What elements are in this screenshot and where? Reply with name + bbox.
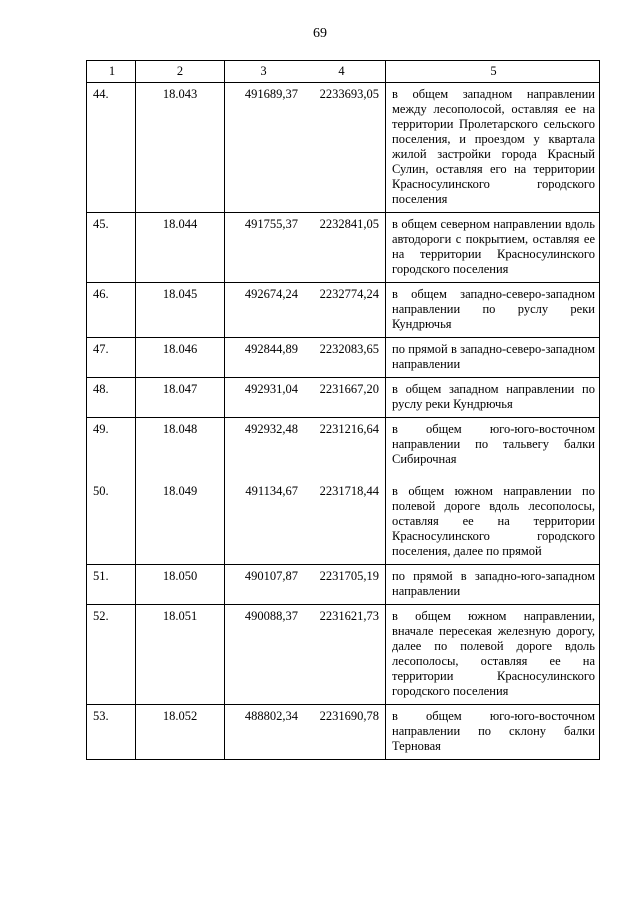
- header-col-5: 5: [386, 61, 600, 83]
- boundary-description: в общем южном направлении по полевой дороге вдоль лесополосы, оставляя ее на территории Красносулинского городского поселения, далее по прямой: [386, 472, 600, 565]
- coord-x: 488802,34: [225, 705, 301, 760]
- coord-x: 492931,04: [225, 378, 301, 418]
- boundary-description: в общем юго-юго-восточном направлении по склону балки Терновая: [386, 705, 600, 760]
- table-row: [87, 378, 600, 418]
- boundary-description: в общем северном направлении вдоль автодороги с покрытием, оставляя ее на территории Красносулинского городского поселения: [386, 213, 600, 283]
- boundary-description: в общем западно-северо-западном направлении по руслу реки Кундрючья: [386, 283, 600, 338]
- row-number: 50.: [87, 472, 136, 565]
- table-row: [87, 418, 600, 473]
- row-number: 53.: [87, 705, 136, 760]
- coord-y: 2233693,05: [300, 83, 386, 213]
- point-code: 18.047: [136, 378, 225, 418]
- header-col-3: 3: [225, 61, 301, 83]
- row-number: 44.: [87, 83, 136, 213]
- coord-x: 491134,67: [225, 472, 301, 565]
- table-row: [87, 283, 600, 338]
- table-row: [87, 705, 600, 760]
- point-code: 18.045: [136, 283, 225, 338]
- coord-x: 491689,37: [225, 83, 301, 213]
- table-row: [87, 213, 600, 283]
- row-number: 46.: [87, 283, 136, 338]
- header-col-2: 2: [136, 61, 225, 83]
- point-code: 18.051: [136, 605, 225, 705]
- row-number: 48.: [87, 378, 136, 418]
- row-number: 45.: [87, 213, 136, 283]
- point-code: 18.050: [136, 565, 225, 605]
- coord-x: 492844,89: [225, 338, 301, 378]
- coord-x: 490088,37: [225, 605, 301, 705]
- point-code: 18.052: [136, 705, 225, 760]
- boundary-description: в общем южном направлении, вначале пересекая железную дорогу, далее по полевой дороге вдоль лесополосы, оставляя ее на территории Красносулинского городского поселения: [386, 605, 600, 705]
- point-code: 18.044: [136, 213, 225, 283]
- coord-y: 2231690,78: [300, 705, 386, 760]
- table-header-row: [87, 61, 600, 83]
- coord-y: 2232774,24: [300, 283, 386, 338]
- page-number: 69: [313, 26, 327, 41]
- coord-y: 2232841,05: [300, 213, 386, 283]
- header-col-1: 1: [87, 61, 136, 83]
- point-code: 18.048: [136, 418, 225, 473]
- boundary-description: по прямой в западно-северо-западном направлении: [386, 338, 600, 378]
- coord-y: 2231621,73: [300, 605, 386, 705]
- boundary-description: по прямой в западно-юго-западном направлении: [386, 565, 600, 605]
- row-number: 52.: [87, 605, 136, 705]
- table-row: [87, 83, 600, 213]
- boundary-description: в общем юго-юго-восточном направлении по тальвегу балки Сибирочная: [386, 418, 600, 473]
- table-row: [87, 472, 600, 565]
- boundary-description: в общем западном направлении по руслу реки Кундрючья: [386, 378, 600, 418]
- coord-x: 491755,37: [225, 213, 301, 283]
- coord-x: 492932,48: [225, 418, 301, 473]
- coord-y: 2231667,20: [300, 378, 386, 418]
- row-number: 49.: [87, 418, 136, 473]
- row-number: 51.: [87, 565, 136, 605]
- point-code: 18.043: [136, 83, 225, 213]
- row-number: 47.: [87, 338, 136, 378]
- table-row: [87, 605, 600, 705]
- point-code: 18.046: [136, 338, 225, 378]
- coord-y: 2232083,65: [300, 338, 386, 378]
- coord-x: 490107,87: [225, 565, 301, 605]
- point-code: 18.049: [136, 472, 225, 565]
- header-col-4: 4: [300, 61, 386, 83]
- boundary-points-table: [86, 60, 600, 760]
- coord-x: 492674,24: [225, 283, 301, 338]
- coord-y: 2231718,44: [300, 472, 386, 565]
- coord-y: 2231705,19: [300, 565, 386, 605]
- coord-y: 2231216,64: [300, 418, 386, 473]
- table-row: [87, 338, 600, 378]
- table-row: [87, 565, 600, 605]
- boundary-description: в общем западном направлении между лесополосой, оставляя ее на территории Пролетарского сельского поселения, и проездом у квартала жилой застройки города Красный Сулин, оставляя его на территории Красносулинского городского поселения: [386, 83, 600, 213]
